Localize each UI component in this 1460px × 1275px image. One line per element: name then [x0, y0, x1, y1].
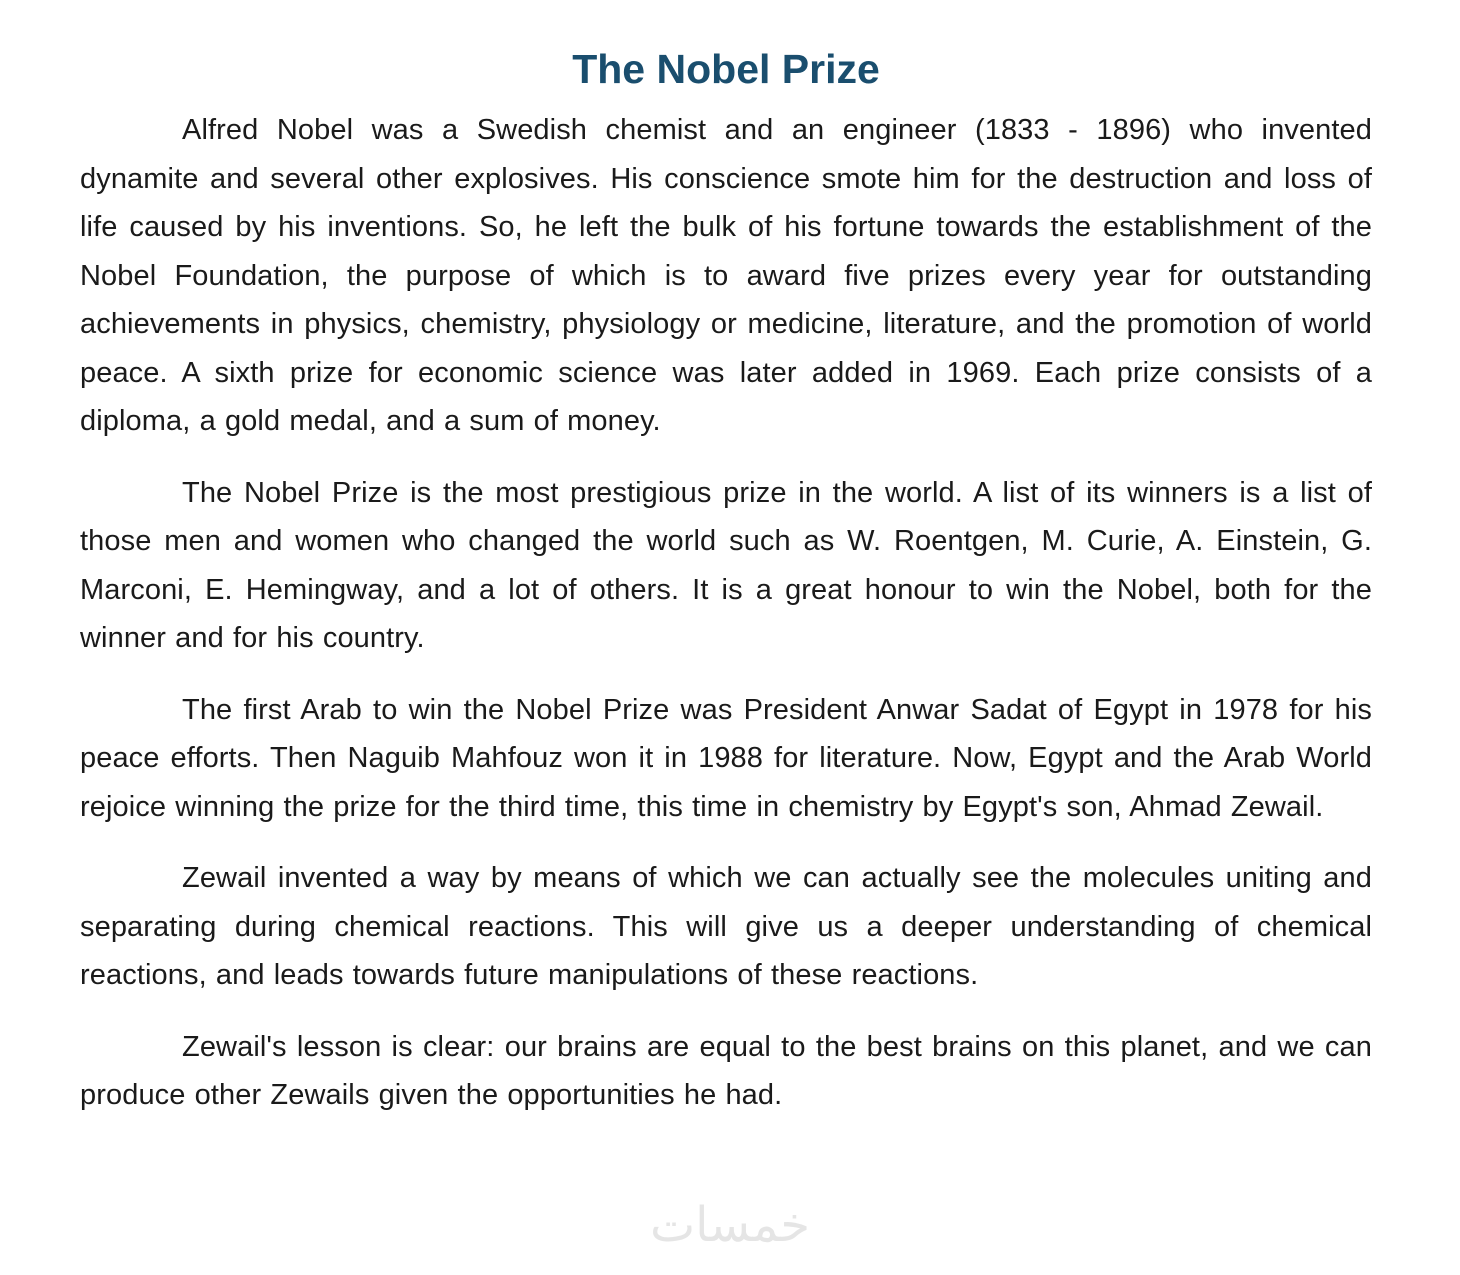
paragraph-nobel-biography: Alfred Nobel was a Swedish chemist and an engineer (1833 - 1896) who invented dynamite and several other explosives. His conscience smote him for the destruction and loss of life caused by his inventions. So, he left the bulk of his fortune towards the establishment of the Nobel Foundation, the purpose of which is to award five prizes every year for outstanding achievements in physics, chemistry, physiology or medicine, literature, and the promotion of world peace. A sixth prize for economic science was later added in 1969. Each prize consists of a diploma, a gold medal, and a sum of money. — [80, 114, 1372, 437]
paragraph-zewail-lesson: Zewail's lesson is clear: our brains are equal to the best brains on this planet, and we can produce other Zewails given the opportunities he had. — [80, 1030, 1372, 1111]
document-page — [80, 40, 1372, 1120]
paragraph-zewail-invention: Zewail invented a way by means of which we can actually see the molecules uniting and separating during chemical reactions. This will give us a deeper understanding of chemical reactions, and leads towards future manipulations of these reactions. — [80, 862, 1372, 991]
page-title: The Nobel Prize — [572, 46, 880, 92]
paragraph-arab-winners: The first Arab to win the Nobel Prize was President Anwar Sadat of Egypt in 1978 for his peace efforts. Then Naguib Mahfouz won it in 1988 for literature. Now, Egypt and the Arab World rejoice winning the prize for the third time, this time in chemistry by Egypt's son, Ahmad Zewail. — [80, 693, 1372, 823]
watermark-logo: خمسات — [649, 1197, 811, 1253]
paragraph-prestige: The Nobel Prize is the most prestigious prize in the world. A list of its winners is a list of those men and women who changed the world such as W. Roentgen, M. Curie, A. Einstein, G. Marconi, E. Hemingway, and a lot of others. It is a great honour to win the Nobel, both for the winner and for his country. — [80, 476, 1372, 654]
